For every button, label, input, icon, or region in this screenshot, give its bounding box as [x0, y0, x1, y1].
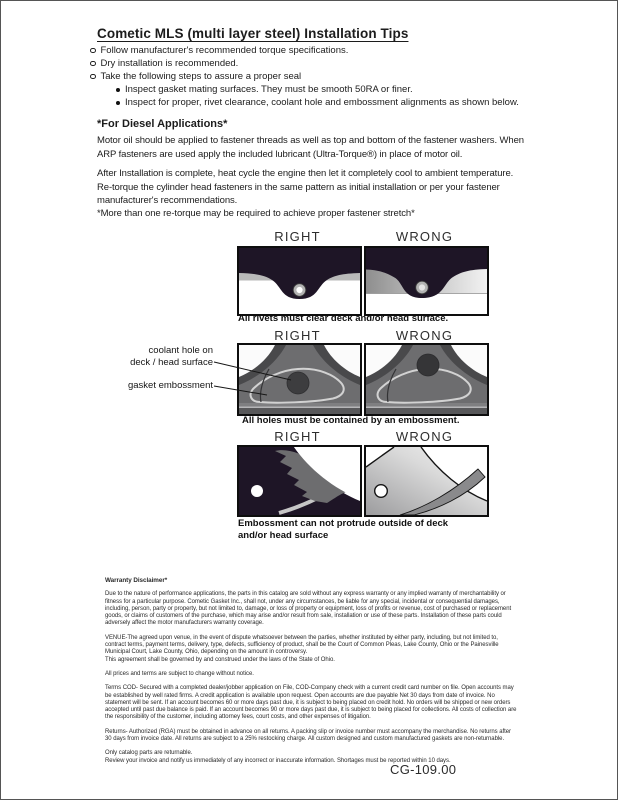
embossment-right-diagram	[237, 343, 362, 416]
diesel-applications-heading: *For Diesel Applications*	[97, 118, 228, 130]
coolant-hole-icon	[287, 372, 309, 394]
retorque-note: *More than one re-torque may be required to achieve proper fastener stretch*	[97, 208, 415, 219]
coolant-hole-label: coolant hole on deck / head surface	[130, 345, 213, 368]
holes-caption: All holes must be contained by an embossment.	[242, 415, 460, 426]
page-title: Cometic MLS (multi layer steel) Installation Tips	[97, 26, 409, 41]
diesel-paragraph-2: After Installation is complete, heat cycle the engine then let it completely cool to ambient temperature. Re-torque the cylinder head fasteners in the same pattern as initial installation or per your fastener manufacturer's recommendations.	[97, 168, 514, 206]
tip-text: Follow manufacturer's recommended torque specifications.	[100, 45, 349, 56]
warranty-paragraph: Terms COD- Secured with a completed dealer/jobber application on File, COD-Company check with a current credit card number on file. Open accounts may be established by well rated firms. A credit application is available upon request. Open accounts are due payable Net 30 days from date of invoice. No statement will be sent. If an account becomes 60 or more days past due, it is subject to being placed on credit hold. No orders will be shipped or new orders accepted until past due balance is paid. If an account becomes 90 or more days past due, it is subject to being placed for collections. All costs of collection are the responsibility of the customer, including attorney fees, court costs, and other expenses of litigation.	[105, 685, 517, 721]
open-bullet-icon	[90, 74, 96, 80]
wrong-label: WRONG	[395, 328, 454, 343]
gasket-cross-section-wrong	[366, 248, 487, 314]
list-item	[90, 44, 530, 57]
open-bullet-icon	[90, 61, 96, 67]
protrusion-right-diagram	[237, 445, 362, 517]
diesel-paragraph-1: Motor oil should be applied to fastener threads as well as top and bottom of the fastener washers. When ARP fasteners are used apply the included lubricant (Ultra-Torque®) in place of motor oil.	[97, 135, 524, 160]
bolt-hole-icon	[375, 485, 388, 498]
gasket-top-view-right	[239, 345, 360, 414]
tip-text: Inspect gasket mating surfaces. They must be smooth 50RA or finer.	[125, 84, 413, 95]
rivet-caption: All rivets must clear deck and/or head surface.	[238, 313, 449, 324]
list-item	[90, 70, 530, 83]
right-label: RIGHT	[274, 229, 321, 244]
list-item	[90, 57, 530, 70]
filled-bullet-icon	[116, 101, 120, 105]
catalog-number: CG-109.00	[390, 762, 457, 777]
right-label: RIGHT	[274, 328, 321, 343]
warranty-paragraph: Only catalog parts are returnable. Review your invoice and notify us immediately of any incorrect or inaccurate information. Shortages must be reported within 10 days.	[105, 750, 451, 764]
gasket-embossment-label: gasket embossment	[127, 380, 213, 391]
gasket-top-view-wrong	[366, 345, 487, 414]
warranty-disclaimer	[105, 577, 517, 772]
deck-arc-wrong	[366, 447, 487, 515]
wrong-label: WRONG	[395, 229, 454, 244]
coolant-hole-icon	[417, 354, 439, 376]
bolt-hole-icon	[251, 485, 263, 497]
warranty-paragraph: Due to the nature of performance applications, the parts in this catalog are sold without any express warranty or any implied warranty of merchantability or fitness for a particular purpose. Cometic Gasket Inc., shall not, under any circumstances, be liable for any special, incidental or consequential damages, including, person, party or property, but not limited to, damage, or loss of property or equipment, loss of profits or revenue, cost of purchased or replacement goods, or claims of customers of the purchase, which may arise and/or result from sale, installation or use of these parts. Installation of these parts could adversely affect the motor manufacturers warranty coverage.	[105, 591, 512, 627]
warranty-paragraph: All prices and terms are subject to change without notice.	[105, 670, 254, 677]
filled-bullet-icon	[116, 88, 120, 92]
list-item	[116, 96, 530, 109]
list-item	[116, 83, 530, 96]
warranty-paragraph: VENUE-The agreed upon venue, in the event of dispute whatsoever between the parties, whether instituted by either party, including, but not limited to, contract terms, payment terms, delivery, type, defects, sufficiency of product, shall be the Court of Common Pleas, Lake County, Ohio or the Painesville Municipal Court, Lake County, Ohio, depending on the amount in controversy. This agreement shall be governed by and construed under the laws of the State of Ohio.	[105, 634, 499, 663]
protrusion-caption: Embossment can not protrude outside of deck and/or head surface	[238, 518, 449, 541]
embossment-wrong-diagram	[364, 343, 489, 416]
tip-text: Dry installation is recommended.	[100, 58, 239, 69]
open-bullet-icon	[90, 48, 96, 54]
tip-text: Take the following steps to assure a proper seal	[100, 71, 302, 82]
wrong-label: WRONG	[395, 429, 454, 444]
tip-text: Inspect for proper, rivet clearance, coolant hole and embossment alignments as shown below.	[125, 97, 519, 108]
deck-arc-right	[239, 447, 360, 515]
gasket-cross-section-right	[239, 248, 360, 314]
installation-tips-list	[90, 44, 530, 109]
rivet-right-diagram	[237, 246, 362, 316]
protrusion-wrong-diagram	[364, 445, 489, 517]
warranty-paragraph: Returns- Authorized (RGA) must be obtained in advance on all returns. A packing slip or invoice number must accompany the merchandise. No returns after 30 days from invoice date. All returns are subject to a 25% restocking charge. All custom designed and custom manufactured gaskets are non-returnable.	[105, 728, 511, 743]
warranty-heading: Warranty Disclaimer*	[105, 577, 168, 584]
rivet-wrong-diagram	[364, 246, 489, 316]
right-label: RIGHT	[274, 429, 321, 444]
